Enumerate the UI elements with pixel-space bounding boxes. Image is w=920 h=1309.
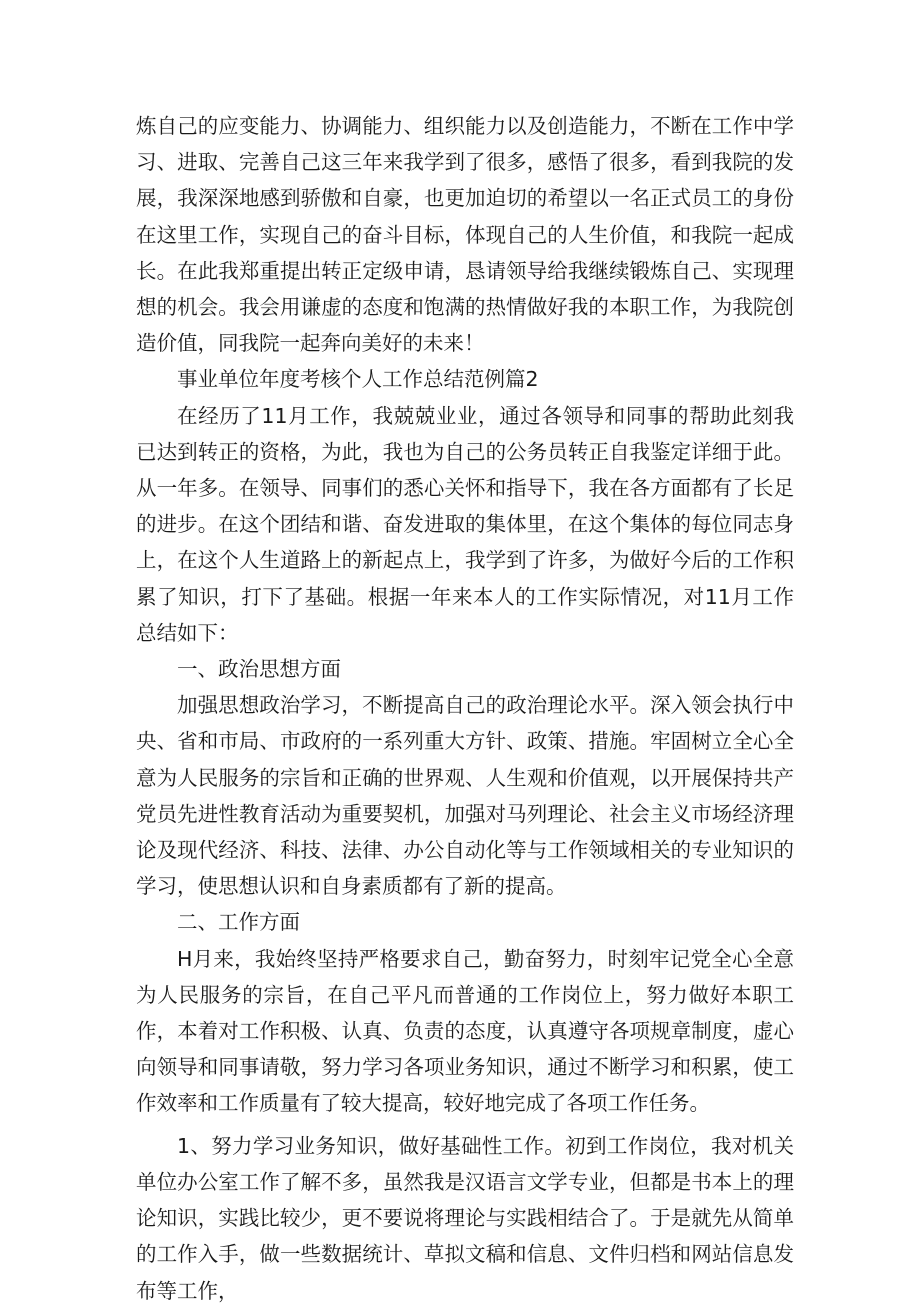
paragraph-study: 1、努力学习业务知识，做好基础性工作。初到工作岗位，我对机关单位办公室工作了解不多，虽然我是汉语言文学专业，但都是书本上的理论知识，实践比较少，更不要说将理论与实践相结合了。于是就先从简单的工作入手，做一些数据统计、草拟文稿和信息、文件归档和网站信息发布等工作，	[136, 1133, 794, 1303]
paragraph-work: H月来，我始终坚持严格要求自己，勤奋努力，时刻牢记党全心全意为人民服务的宗旨，在自己平凡而普通的工作岗位上，努力做好本职工作，本着对工作积极、认真、负责的态度，认真遵守各项规章制度，虚心向领导和同事请敬，努力学习各项业务知识，通过不断学习和积累，使工作效率和工作质量有了较大提高，较好地完成了各项工作任务。	[136, 946, 794, 1116]
paragraph-intro: 在经历了11月工作，我兢兢业业，通过各领导和同事的帮助此刻我已达到转正的资格，为此，我也为自己的公务员转正自我鉴定详细于此。从一年多。在领导、同事们的悉心关怀和指导下，我在各方面都有了长足的进步。在这个团结和谐、奋发进取的集体里，在这个集体的每位同志身上，在这个人生道路上的新起点上，我学到了许多，为做好今后的工作积累了知识，打下了基础。根据一年来本人的工作实际情况，对11月工作总结如下：	[136, 403, 794, 645]
paragraph-conclusion: 炼自己的应变能力、协调能力、组织能力以及创造能力，不断在工作中学习、进取、完善自己这三年来我学到了很多，感悟了很多，看到我院的发展，我深深地感到骄傲和自豪，也更加迫切的希望以一名正式员工的身份在这里工作，实现自己的奋斗目标，体现自己的人生价值，和我院一起成长。在此我郑重提出转正定级申请，恳请领导给我继续锻炼自己、实现理想的机会。我会用谦虚的态度和饱满的热情做好我的本职工作，为我院创造价值，同我院一起奔向美好的未来！	[136, 114, 794, 356]
document-page	[136, 108, 794, 1309]
paragraph-political: 加强思想政治学习，不断提高自己的政治理论水平。深入领会执行中央、省和市局、市政府的一系列重大方针、政策、措施。牢固树立全心全意为人民服务的宗旨和正确的世界观、人生观和价值观，以开展保持共产党员先进性教育活动为重要契机，加强对马列理论、社会主义市场经济理论及现代经济、科技、法律、办公自动化等与工作领域相关的专业知识的学习，使思想认识和自身素质都有了新的提高。	[136, 693, 794, 899]
section-title: 事业单位年度考核个人工作总结范例篇2	[177, 367, 539, 392]
heading-political: 一、政治思想方面	[177, 657, 341, 682]
heading-work: 二、工作方面	[177, 910, 300, 935]
